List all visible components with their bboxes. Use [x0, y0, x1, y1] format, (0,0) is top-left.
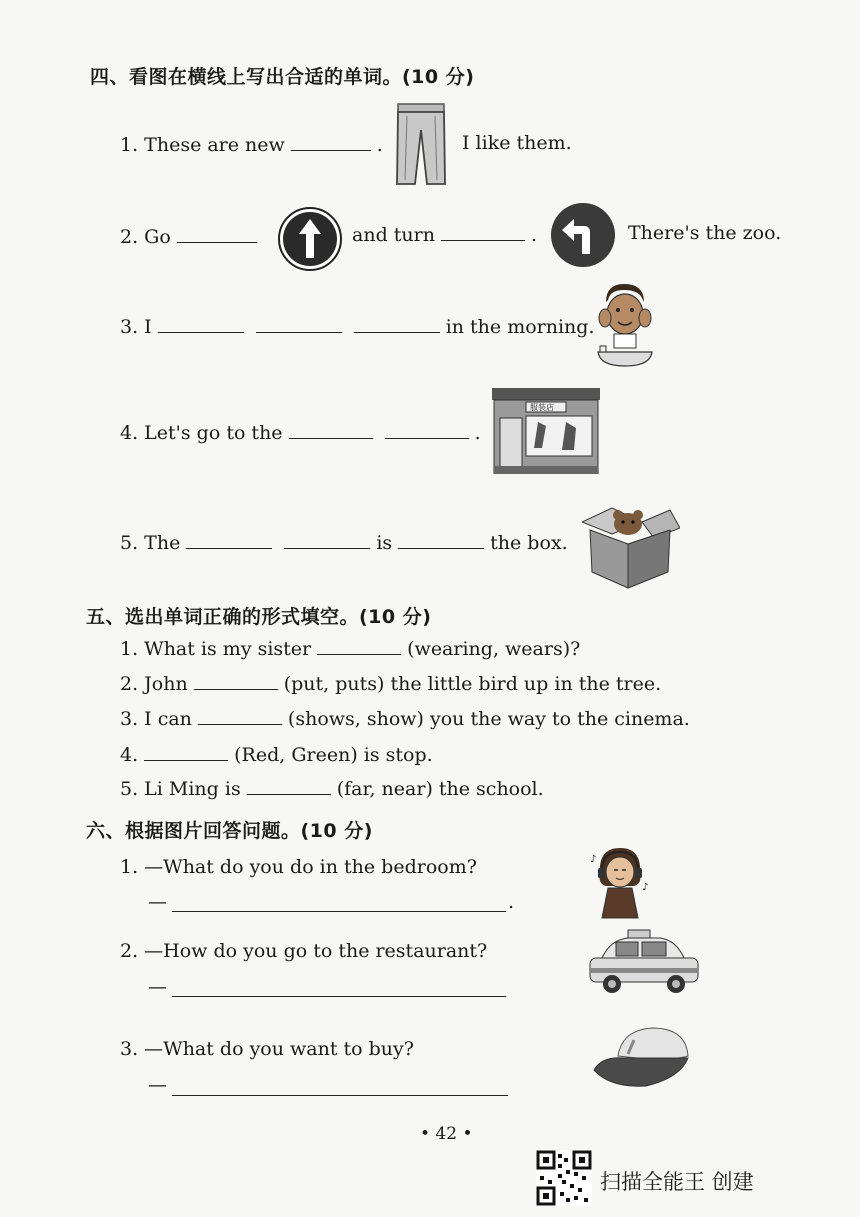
s5-q1-before: 1. What is my sister: [120, 638, 312, 660]
s5-q5-blank[interactable]: [247, 793, 331, 795]
s5-q2-after: (put, puts) the little bird up in the tree.: [283, 673, 662, 695]
s6-q3-dash: —: [148, 1074, 167, 1096]
s4-q2-before: 2. Go: [120, 226, 171, 248]
s6-q3-answer-line[interactable]: [172, 1094, 508, 1096]
s4-q3-blank-2[interactable]: [256, 331, 342, 333]
scanner-watermark: 扫描全能王 创建: [600, 1170, 754, 1194]
page-number: • 42 •: [420, 1124, 473, 1144]
shop-sign: 服装店: [530, 403, 554, 412]
s4-q5-after: the box.: [490, 532, 568, 554]
s6-q1-answer-line[interactable]: [172, 910, 506, 912]
s4-q5-mid: is: [376, 532, 393, 554]
s4-q2-blank-1[interactable]: [177, 241, 257, 243]
s4-q5-blank-1[interactable]: [186, 547, 272, 549]
s5-q3-before: 3. I can: [120, 708, 192, 730]
s6-q2-question: 2. —How do you go to the restaurant?: [120, 940, 488, 962]
s6-q1-end: .: [508, 891, 515, 913]
s4-q2-tail: There's the zoo.: [628, 222, 782, 244]
s6-q2-dash: —: [148, 976, 167, 998]
s4-q3-blank-1[interactable]: [158, 331, 244, 333]
s5-q4: [120, 744, 433, 766]
taxi-image: [586, 928, 702, 998]
s4-q3-before: 3. I: [120, 316, 152, 338]
s4-q4: [120, 422, 481, 444]
section-6-title: 六、根据图片回答问题。(10 分): [86, 820, 373, 842]
s5-q5-before: 5. Li Ming is: [120, 778, 241, 800]
s4-q4-blank-1[interactable]: [289, 437, 373, 439]
s6-q1-question: 1. —What do you do in the bedroom?: [120, 856, 477, 878]
s4-q2-after: .: [530, 224, 538, 246]
s4-q2-blank-2[interactable]: [441, 239, 525, 241]
s5-q3-after: (shows, show) you the way to the cinema.: [287, 708, 690, 730]
s5-q1: [120, 638, 580, 660]
s5-q4-before: 4.: [120, 744, 139, 766]
s5-q2-blank[interactable]: [194, 688, 278, 690]
s5-q3: [120, 708, 690, 730]
s4-q5: [120, 532, 568, 554]
s5-q1-blank[interactable]: [317, 653, 401, 655]
s4-q5-before: 5. The: [120, 532, 181, 554]
s5-q5-after: (far, near) the school.: [336, 778, 544, 800]
turn-left-sign-icon: [550, 202, 616, 268]
s4-q2: [120, 226, 263, 248]
bear-in-box-image: [582, 500, 680, 590]
girl-listening-music-image: [588, 840, 652, 920]
s4-q1-after: .: [376, 134, 383, 156]
s4-q5-blank-3[interactable]: [398, 547, 484, 549]
s4-q4-before: 4. Let's go to the: [120, 422, 283, 444]
s4-q1-before: 1. These are new: [120, 134, 285, 156]
s4-q4-after: .: [474, 422, 481, 444]
s5-q3-blank[interactable]: [198, 723, 282, 725]
straight-ahead-sign-icon: [277, 206, 343, 272]
s4-q1: [120, 134, 383, 156]
s5-q5: [120, 778, 544, 800]
section-5-title: 五、选出单词正确的形式填空。(10 分): [86, 606, 432, 628]
s4-q3-blank-3[interactable]: [354, 331, 440, 333]
s4-q1-blank[interactable]: [291, 149, 371, 151]
s4-q5-blank-2[interactable]: [284, 547, 370, 549]
boy-washing-face-image: [592, 278, 658, 370]
svg-text:♪: ♪: [642, 882, 649, 893]
s5-q2-before: 2. John: [120, 673, 188, 695]
svg-text:♪: ♪: [590, 854, 597, 865]
s4-q3: [120, 316, 595, 338]
s6-q1-dash: —: [148, 891, 167, 913]
s4-q2-rest: [352, 224, 537, 246]
s5-q2: [120, 673, 661, 695]
s5-q4-after: (Red, Green) is stop.: [234, 744, 433, 766]
s6-q3-question: 3. —What do you want to buy?: [120, 1038, 414, 1060]
clothes-shop-image: [492, 388, 600, 474]
section-4-title: 四、看图在横线上写出合适的单词。(10 分): [90, 66, 475, 88]
s4-q1-tail: I like them.: [462, 132, 572, 154]
qr-code-icon: [536, 1150, 592, 1206]
s4-q2-mid: and turn: [352, 224, 435, 246]
s5-q4-blank[interactable]: [144, 759, 228, 761]
trousers-image: [395, 102, 447, 186]
s4-q3-after: in the morning.: [445, 316, 595, 338]
s5-q1-after: (wearing, wears)?: [407, 638, 581, 660]
s4-q4-blank-2[interactable]: [385, 437, 469, 439]
s6-q2-answer-line[interactable]: [172, 995, 506, 997]
cap-image: [588, 1026, 692, 1090]
